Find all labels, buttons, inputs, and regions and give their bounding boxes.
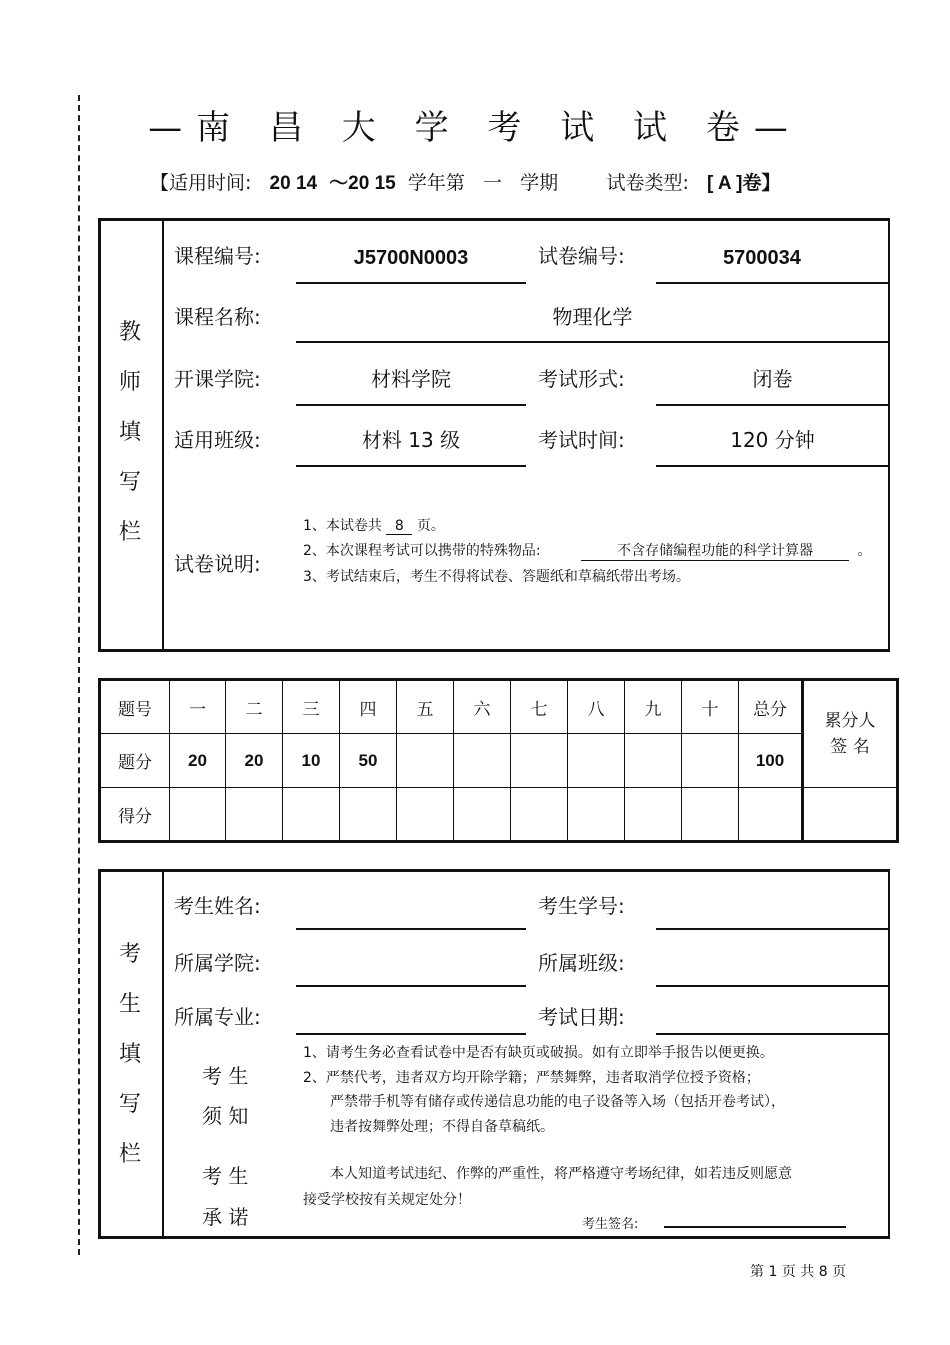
student-name-field[interactable] — [296, 928, 526, 930]
promise-2: 接受学校按有关规定处分！ — [303, 1192, 471, 1208]
score-2[interactable] — [226, 788, 283, 842]
points-7 — [511, 734, 568, 788]
notice-2c: 违者按舞弊处理；不得自备草稿纸。 — [330, 1119, 554, 1135]
page-footer: 第 1 页 共 8 页 — [750, 1264, 847, 1280]
student-side-label: 考 生 填 写 栏 — [118, 942, 141, 1167]
term: 一 — [482, 172, 502, 194]
points-10 — [682, 734, 739, 788]
col-total: 总分 — [739, 680, 803, 734]
col-10: 十 — [682, 680, 739, 734]
notice-label-1: 考 生 — [202, 1064, 249, 1088]
course-name: 物理化学 — [552, 305, 633, 329]
col-3: 三 — [283, 680, 340, 734]
row-header-points: 题分 — [100, 734, 170, 788]
row-header-number: 题号 — [100, 680, 170, 734]
class-value: 材料 13 级 — [361, 428, 461, 452]
points-2: 20 — [226, 734, 283, 788]
term-suffix: 学期 — [520, 172, 559, 194]
exam-title: —南 昌 大 学 考 试 试 卷— — [148, 108, 802, 148]
binding-line — [78, 95, 80, 1255]
exam-date-label: 考试日期: — [538, 1005, 625, 1029]
student-major-field[interactable] — [296, 1033, 526, 1035]
grader-sign: 签 名 — [830, 737, 870, 757]
notes-label: 试卷说明: — [174, 552, 261, 576]
student-id-label: 考生学号: — [538, 894, 625, 918]
note-2: 2、本次课程考试可以携带的特殊物品: 不含存储编程功能的科学计算器 。 — [303, 540, 872, 561]
score-table — [98, 678, 899, 843]
score-9[interactable] — [625, 788, 682, 842]
student-college-label: 所属学院: — [174, 951, 261, 975]
col-5: 五 — [397, 680, 454, 734]
signature-field[interactable] — [664, 1226, 846, 1228]
score-3[interactable] — [283, 788, 340, 842]
exam-date-field[interactable] — [656, 1033, 889, 1035]
points-total: 100 — [739, 734, 803, 788]
note-1-pages: 8 — [386, 518, 412, 535]
exam-form: 闭卷 — [752, 367, 793, 391]
score-1[interactable] — [170, 788, 226, 842]
teacher-side-label: 教 师 填 写 栏 — [118, 320, 141, 545]
student-class-label: 所属班级: — [538, 951, 625, 975]
col-6: 六 — [454, 680, 511, 734]
points-3: 10 — [283, 734, 340, 788]
score-6[interactable] — [454, 788, 511, 842]
points-5 — [397, 734, 454, 788]
points-9 — [625, 734, 682, 788]
col-4: 四 — [340, 680, 397, 734]
year-suffix: 学年第 — [407, 172, 465, 194]
score-7[interactable] — [511, 788, 568, 842]
grader-cell — [803, 680, 898, 788]
promise-1: 本人知道考试违纪、作弊的严重性，将严格遵守考场纪律，如若违反则愿意 — [330, 1166, 792, 1182]
points-8 — [568, 734, 625, 788]
notice-2a: 2、严禁代考，违者双方均开除学籍；严禁舞弊，违者取消学位授予资格； — [303, 1070, 760, 1086]
note-2-item: 不含存储编程功能的科学计算器 — [581, 540, 849, 561]
score-5[interactable] — [397, 788, 454, 842]
grader-label: 累分人 — [824, 711, 876, 731]
col-9: 九 — [625, 680, 682, 734]
period-label: 【适用时间: — [150, 172, 252, 194]
college-label: 开课学院: — [174, 367, 261, 391]
student-college-field[interactable] — [296, 985, 526, 987]
col-7: 七 — [511, 680, 568, 734]
student-id-field[interactable] — [656, 928, 889, 930]
col-2: 二 — [226, 680, 283, 734]
student-class-field[interactable] — [656, 985, 889, 987]
signature-label: 考生签名: — [582, 1217, 639, 1232]
student-major-label: 所属专业: — [174, 1005, 261, 1029]
course-code-label: 课程编号: — [174, 244, 261, 268]
points-6 — [454, 734, 511, 788]
grader-signature-cell[interactable] — [803, 788, 898, 842]
exam-subtitle — [150, 168, 781, 195]
paper-code: 5700034 — [723, 247, 801, 269]
score-10[interactable] — [682, 788, 739, 842]
college: 材料学院 — [371, 367, 451, 391]
notice-1: 1、请考生务必查看试卷中是否有缺页或破损。如有立即举手报告以便更换。 — [303, 1045, 774, 1061]
paper-type-value: [ A ]卷】 — [706, 173, 781, 194]
student-name-label: 考生姓名: — [174, 894, 261, 918]
col-1: 一 — [170, 680, 226, 734]
score-total[interactable] — [739, 788, 803, 842]
promise-label-2: 承 诺 — [202, 1205, 249, 1229]
note-3: 3、考试结束后，考生不得将试卷、答题纸和草稿纸带出考场。 — [303, 569, 690, 585]
course-name-label: 课程名称: — [174, 305, 261, 329]
year-start: 20 14 — [269, 173, 318, 194]
notice-label-2: 须 知 — [202, 1104, 249, 1128]
year-end: ～20 15 — [329, 173, 396, 194]
col-8: 八 — [568, 680, 625, 734]
paper-type-label: 试卷类型: — [606, 172, 689, 194]
exam-time: 120 分钟 — [730, 428, 815, 452]
class-label: 适用班级: — [174, 428, 261, 452]
score-8[interactable] — [568, 788, 625, 842]
paper-code-label: 试卷编号: — [538, 244, 625, 268]
row-header-score: 得分 — [100, 788, 170, 842]
note-1: 1、本试卷共 8 页。 — [303, 518, 445, 534]
exam-form-label: 考试形式: — [538, 367, 625, 391]
points-1: 20 — [170, 734, 226, 788]
promise-label-1: 考 生 — [202, 1164, 249, 1188]
score-4[interactable] — [340, 788, 397, 842]
course-code: J5700N0003 — [353, 247, 469, 269]
notice-2b: 严禁带手机等有储存或传递信息功能的电子设备等入场（包括开卷考试）， — [330, 1094, 785, 1110]
exam-time-label: 考试时间: — [538, 428, 625, 452]
points-4: 50 — [340, 734, 397, 788]
